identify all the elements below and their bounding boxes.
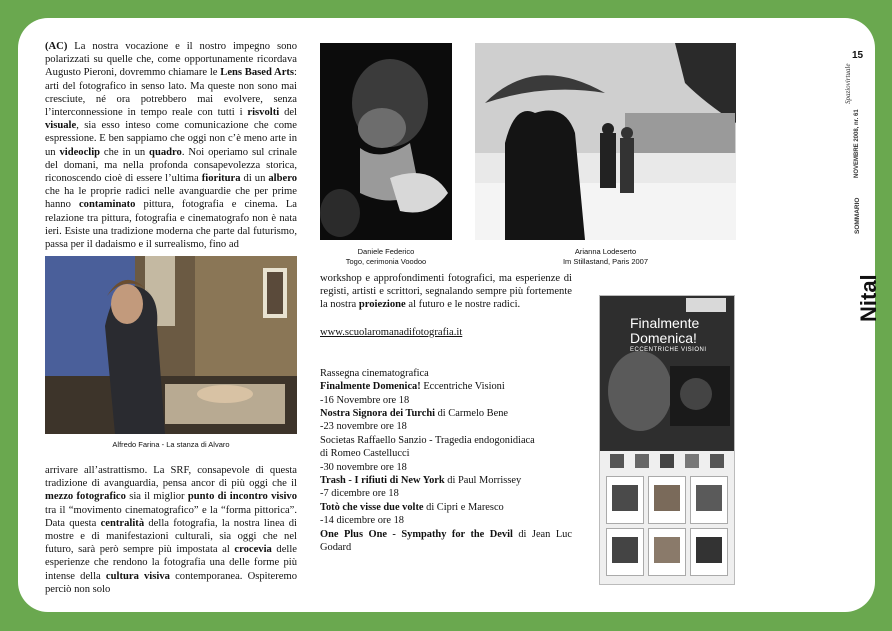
column-1-top-text — [45, 40, 297, 251]
photo-daniele-federico — [320, 43, 452, 240]
program-line: Finalmente Domenica! Eccentriche Visioni — [320, 381, 505, 393]
poster-header — [600, 296, 734, 451]
paris-photo-image — [475, 43, 736, 240]
voodoo-photo-image — [320, 43, 452, 240]
program-line: -23 novembre ore 18 — [320, 421, 407, 433]
photo-arianna-lodeserto — [475, 43, 736, 240]
program-line: Totò che visse due volte di Cipri e Maresco — [320, 501, 504, 513]
workshop-paragraph: workshop e approfondimenti fotografici, ma esperienze di registi, artisti e scrittori, segnalando sempre più fortemente la nostra proiezione al futuro e le nostre radici. — [320, 273, 572, 311]
poster-title: Finalmente Domenica! ECCENTRICHE VISIONI — [630, 315, 707, 353]
program-line: di Romeo Castellucci — [320, 448, 410, 460]
program-line: -7 dicembre ore 18 — [320, 488, 399, 500]
caption-arianna-name: Arianna Lodeserto — [574, 247, 637, 256]
poster-thumbnails — [610, 454, 724, 468]
magazine-page — [18, 18, 881, 612]
caption-daniele-title: Togo, cerimonia Voodoo — [345, 257, 427, 266]
column-1-bottom-text — [45, 464, 297, 596]
room-photo-image — [45, 256, 297, 434]
caption-alfredo: Alfredo Farina - La stanza di Alvaro — [112, 440, 230, 449]
caption-arianna — [475, 247, 736, 267]
caption-daniele-name: Daniele Federico — [357, 247, 415, 256]
caption-daniele — [320, 247, 452, 267]
program-line: -30 novembre ore 18 — [320, 461, 407, 473]
page-number: 15 — [852, 50, 864, 61]
poster-film-grid — [606, 476, 728, 576]
magazine-logo: Spaziovirtuale — [844, 63, 852, 104]
program-line: -14 dicembre ore 18 — [320, 515, 404, 527]
event-poster — [599, 295, 735, 585]
sommario-link[interactable]: SOMMARIO — [854, 197, 861, 234]
photo-alfredo-farina — [45, 256, 297, 434]
program-line: Nostra Signora dei Turchi di Carmelo Bene — [320, 408, 509, 420]
program-line: One Plus One - Sympathy for the Devil di Jean Luc Godard — [320, 528, 572, 554]
program-line: Trash - I rifiuti di New York di Paul Morrissey — [320, 475, 522, 487]
caption-arianna-title: Im Stillastand, Paris 2007 — [562, 257, 649, 266]
program-line: Societas Raffaello Sanzio - Tragedia endogonidiaca — [320, 434, 535, 446]
column-2-text — [320, 272, 572, 555]
film-program-list — [320, 367, 572, 555]
continuation-paragraph: arrivare all’astrattismo. La SRF, consapevole di questa tradizione di avanguardia, pensa ancor di più oggi che il mezzo fotografico sia il miglior punto di incontro visivo tra il “movimento cinematografico” e la “forma pittorica”. Data questa centralità della fotografia, la nostra linea di mostre e di manifestazioni culturali, sia oggi che nel futuro, sarà però sempre più impostata al crocevia delle esperienze che rendono la fotografia una delle forme più intense della cultura visiva contemporanea. Ospiteremo perciò non solo — [45, 465, 297, 595]
intro-paragraph: (AC) La nostra vocazione e il nostro impegno sono polarizzati su quelle che, come opportunamente ricordava Augusto Pieroni, dovremmo chiamare le Lens Based Arts: arti del fotografico in senso lato. Ma queste non sono mai cresciute, né ora potrebbero mai evolvere, senza l’interconnessione in tempo reale con tutti i risvolti del visuale, sia esso inteso come comunicazione che come espressione. E ben sappiamo che oggi non c’è meno arte in un videoclip che in un quadro. Noi operiamo sul crinale del domani, ma nella profonda consapevolezza storica, riconoscendo cioè di essere l’ultima fioritura di un albero che ha le proprie radici nelle avanguardie che per prime hanno contaminato pittura, fotografia e cinema. La relazione tra pittura, fotografia e cinematografo non è nata ieri. Esiste una tradizione moderna che parte dal futurismo, passa per il dadaismo e il surrealismo, fino ad — [45, 41, 298, 251]
program-line: Rassegna cinematografica — [320, 367, 429, 379]
issue-info: NOVEMBRE 2008, nr. 61 — [854, 109, 860, 178]
program-line: -16 Novembre ore 18 — [320, 394, 410, 406]
school-website-link[interactable]: www.scuolaromanadifotografia.it — [320, 326, 463, 338]
nital-section-logo: Nital — [856, 274, 881, 322]
